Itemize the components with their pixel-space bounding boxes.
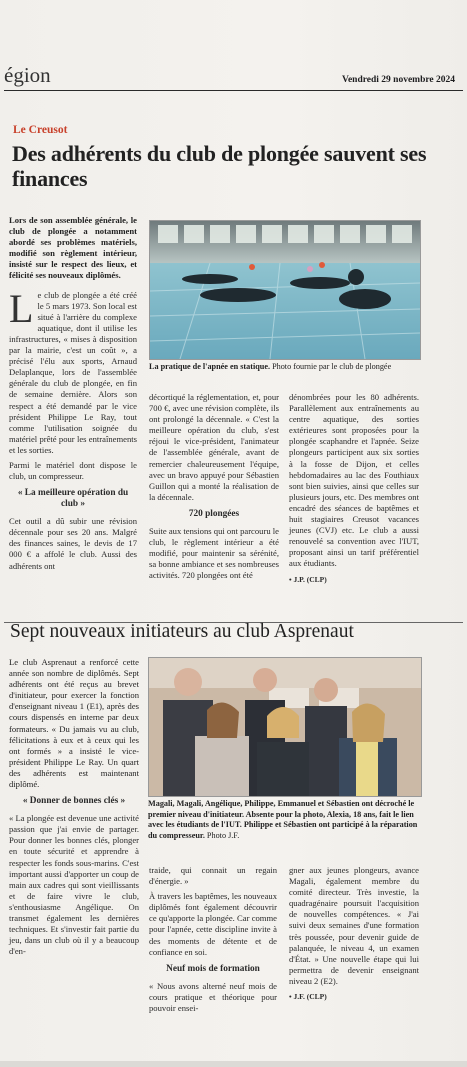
article-column-2 [149, 865, 277, 1018]
subheading: « Donner de bonnes clés » [22, 796, 126, 807]
body-paragraph: Cet outil a dû subir une révision décennale pour ses 20 ans. Malgré des finances saines, le devis de 17 000 € a affolé le club. Aussi des adhérents ont [9, 516, 137, 571]
article-headline: Des adhérents du club de plongée sauvent ses finances [12, 141, 427, 191]
article-column-2 [149, 392, 279, 585]
caption-lead: La pratique de l'apnée en statique. [149, 362, 271, 371]
caption-credit: Photo J.F. [204, 830, 240, 840]
subheading: « La meilleure opération du club » [17, 488, 129, 510]
article-kicker: Le Creusot [13, 124, 68, 136]
header-rule [4, 90, 463, 91]
body-paragraph: Parmi le matériel dont dispose le club, un compresseur. [9, 459, 137, 482]
drop-cap: L [9, 285, 34, 331]
pool-photo-image [150, 221, 420, 359]
page-bottom-edge [0, 1061, 467, 1067]
body-paragraph: À travers les baptêmes, les nouveaux diplômés font également découvrir ce qu'apporte la plongée. Car comme pour l'apnée, cette discipline invite à des moments de détente et de confiance en soi. [149, 891, 277, 957]
body-paragraph: décortiqué la réglementation, et, pour 700 €, avec une révision complète, ils ont prolongé la décennale. « C'est la meilleure opération du club, s'est réjoui le vice-président, l'animateur de l'assemblée générale, avant de remercier chaleureusement l'équipe, avec un bravo appuyé pour Sébastien Guillon qui a monté la réalisation de la décennale. [149, 392, 279, 502]
group-photo [148, 657, 422, 797]
article-signature: • J.F. (CLP) [289, 992, 327, 1002]
body-paragraph: traide, qui connait un regain d'énergie. » [149, 865, 277, 887]
group-photo-image [149, 658, 421, 796]
subheading: Neuf mois de formation [166, 963, 260, 974]
body-paragraph: e club de plongée a été créé le 5 mars 1973. Son local est situé à l'arrière du complexe aquatique, dont il utilise les infrastructures, « mises à disposition par la mairie, c'est un coût », a précisé l'élu aux sports, Arnaud Delaplanque, lors de l'assemblée générale du club de plongée, en fin de semaine dernière. Alors son respect a été demandé par le vice président Philippe Le Ray, tout comme l'utilisation soignée du matériel prêté pour les entraînements et les sorties. [9, 289, 137, 455]
article-column-1 [9, 657, 139, 961]
section-name: égion [4, 63, 51, 87]
subheading: 720 plongées [188, 508, 240, 519]
article-lead: Lors de son assemblée générale, le club de plongée a notamment abordé ses problèmes matériels, modifié son règlement intérieur, insisté sur le respect des lieux, et félicité ses nouveaux diplômés. [9, 215, 137, 281]
article-column-1 [9, 215, 137, 576]
body-paragraph: Suite aux tensions qui ont parcouru le club, le règlement intérieur a été modifié, pour maintenir sa sérénité, sa bonne ambiance et ses nombreuses activités. 720 plongées ont été [149, 525, 279, 581]
body-paragraph: gner aux jeunes plongeurs, avance Magali, également membre du comité directeur. Très investie, la quadragénaire poursuit l'acquisition de nouvelles compétences. « J'ai suivi deux semaines d'une formation très poussée, pour devenir guide de palanquée, le niveau 4, un examen d'État. » Une nouvelle étape qui lui permettra de devenir enseignant niveau 2 (E2). [289, 865, 419, 986]
pool-apnea-photo [149, 220, 421, 360]
pool-photo-caption [149, 362, 419, 373]
article-signature: • J.P. (CLP) [289, 574, 327, 584]
article-headline: Sept nouveaux initiateurs au club Asprenaut [10, 621, 354, 642]
body-paragraph: « La plongée est devenue une activité passion que j'ai envie de partager. Pour donner les bonnes clés, plonger en toute sécurité et apprendre à respecter les fonds sous-marins. C'est important aussi d'apporter un coup de main aux cadres qui sont vieillissants et de faire vivre le club, s'enthousiasme Angélique. On transmet également les dernières techniques. Et s'investir fait partie du jeu, dans un club où il y a beaucoup d'en- [9, 813, 139, 957]
article-column-3 [289, 392, 419, 589]
group-photo-caption [148, 799, 418, 841]
publication-date: Vendredi 29 novembre 2024 [341, 75, 455, 85]
body-paragraph: dénombrées pour les 80 adhérents. Parallèlement aux entraînements au centre aquatique, des sorties extérieures sont proposées pour la plongée scaphandre et l'apnée. Seize plongeurs participent aux six sorties à la fosse de Dijon, et celles hebdomadaires au lac des Fouthiaux sont bien suivies, ainsi que celles sur plusieurs jours, etc. Des membres ont encadré des séances de baptêmes et huit stagiaires Creusot vacances jeunes (CVJ) etc. Le club a aussi renouvelé sa convention avec l'IUT, proposant ainsi un tarif préférentiel aux étudiants. [289, 392, 419, 569]
caption-credit: Photo fournie par le club de plongée [270, 362, 392, 371]
article-column-3 [289, 865, 419, 1006]
body-paragraph: « Nous avons alterné neuf mois de cours pratique et théorique pour pouvoir ensei- [149, 980, 277, 1013]
caption-lead: Magali, Magali, Angélique, Philippe, Emmanuel et Sébastien ont décroché le premier niveau d'initiateur. Absente pour la photo, Alexia, 18 ans, fait le lien avec les étudiants de l'IUT. Philippe et Sébastien ont participé à la réparation du compresseur. [148, 799, 418, 840]
body-paragraph: Le club Asprenaut a renforcé cette année son nombre de diplômés. Sept adhérents ont été reçus au brevet d'initiateur, pour exercer la fonction d'enseignant niveau 1 (E1), après des cours dispensés en interne par deux formateurs. « Du jamais vu au club, félicitations à eux et à ceux qui les ont formés » a insisté le vice-président Philippe Le Ray. Un quart des adhérents est maintenant diplômé. [9, 657, 139, 790]
